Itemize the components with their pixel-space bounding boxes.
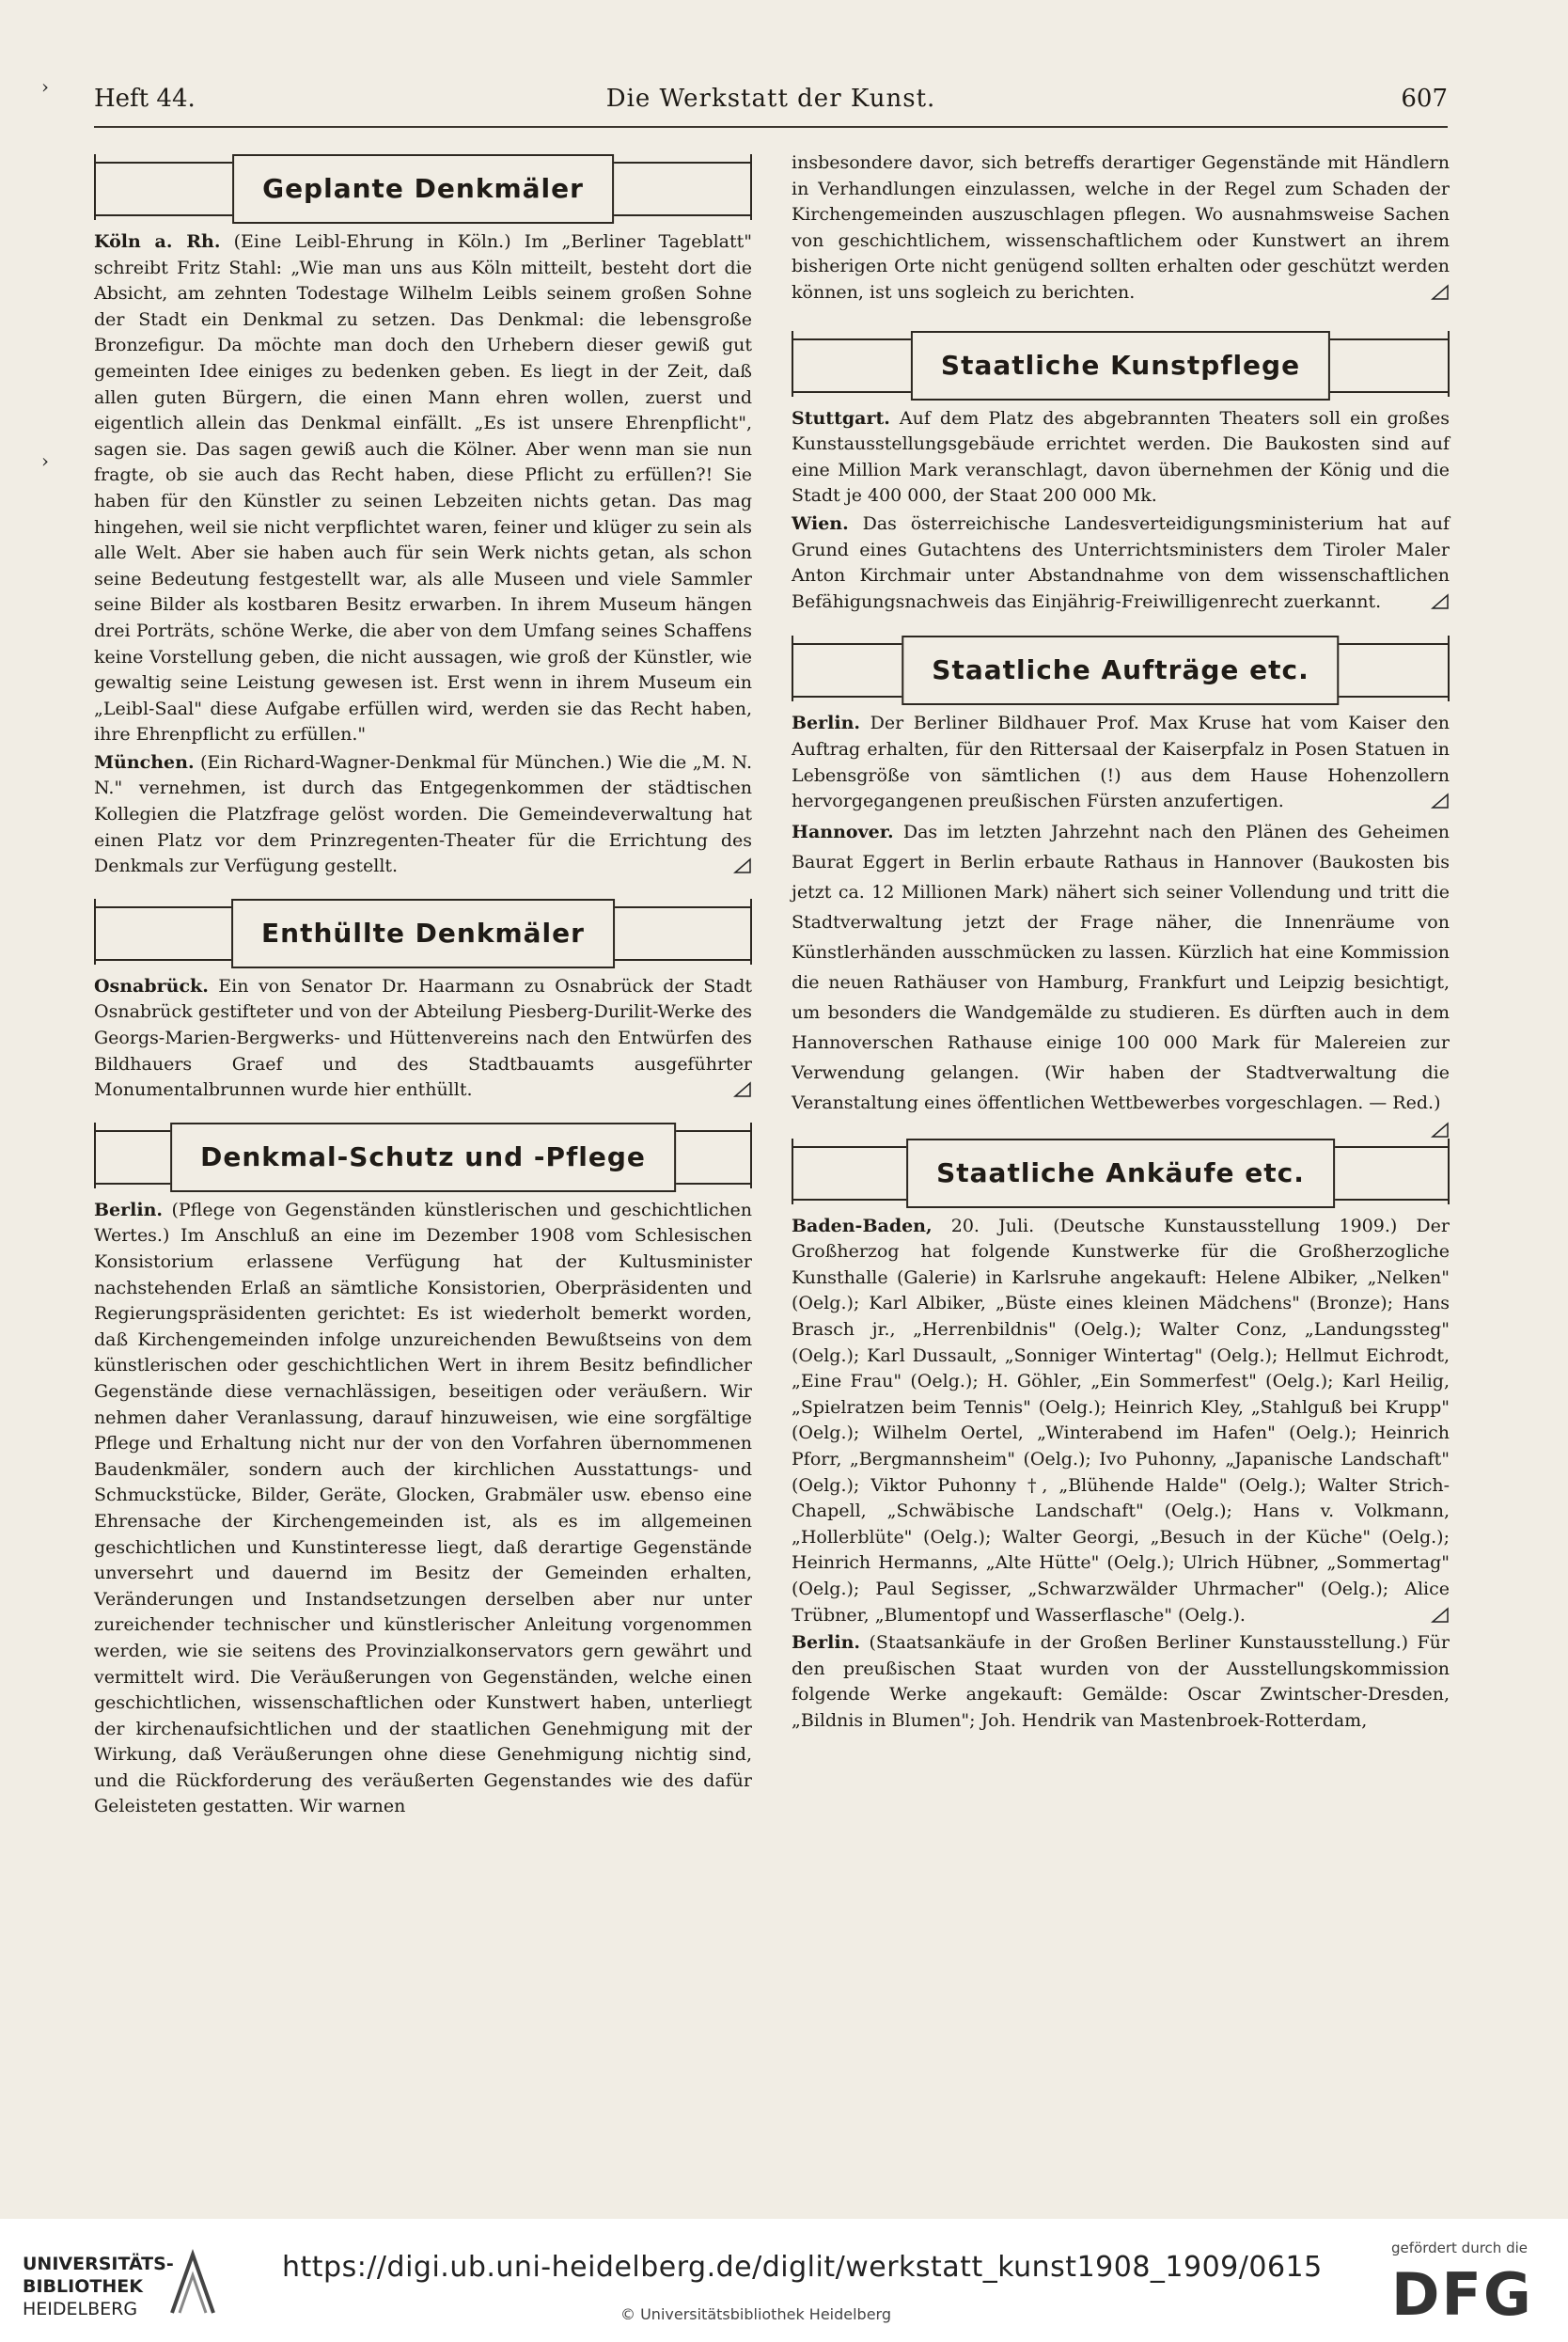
dfg-logo[interactable]: DFG — [1391, 2260, 1533, 2329]
library-name-line: UNIVERSITÄTS- — [23, 2254, 174, 2274]
viewer-footer — [0, 2219, 1568, 2342]
page-number: 607 — [1401, 85, 1448, 113]
place-name: Osnabrück. — [94, 975, 209, 997]
article-text: (Pflege von Gegenständen künstlerischen und geschichtlichen Wertes.) Im Anschluß an eine im Dezember 1908 vom Schlesischen Konsistorium erlassene Verfügung hat der Kultusminister nachstehenden Erlaß an sämtliche Konsistorien, Oberpräsidenten und Regierungspräsidenten gerichtet: Es ist wiederholt bemerkt worden, daß Kirchengemeinden infolge unzureichenden Bewußtseins von dem künstlerischen oder geschichtlichen Wert in ihrem Besitz befindlicher Gegenstände diese vernachlässigen, beseitigen oder veräußern. Wir nehmen daher Veranlassung, darauf hinzuweisen, wie eine sorgfältige Pflege und Erhaltung nicht nur der von den Vorfahren übernommenen Baudenkmäler, sondern auch der kirchlichen Ausstattungs- und Schmuckstücke, Bilder, Geräte, Glocken, Grabmäler usw. ebenso eine Ehrensache der Kirchengemeinden ist, als es im allgemeinen geschichtlichen und Kunstinteresse liegt, daß derartige Gegenstände unversehrt und dauernd im Besitz der Gemeinden erhalten, Veränderungen und Instandsetzungen derselben aber nur unter zureichender technischer und künstlerischer Anleitung vorgenommen werden, wie sie seitens des Provinzialkonservators gern gewährt und vermittelt wird. Die Veräußerungen von Gegenständen, welche einen geschichtlichen, wissenschaftlichen oder Kunstwert haben, unterliegt der kirchenaufsichtlichen und der staatlichen Genehmigung mit der Wirkung, daß Veräußerungen ohne diese Genehmigung nichtig sind, und die Rückforderung des veräußerten Gegenstandes wie des dafür Geleisteten gestatten. Wir warnen — [94, 1199, 752, 1817]
place-name: Stuttgart. — [792, 407, 890, 429]
section-title: Denkmal-Schutz und -Pflege — [170, 1123, 676, 1192]
place-name: Berlin. — [792, 1632, 861, 1654]
article-paragraph — [792, 711, 1450, 814]
article-paragraph — [792, 406, 1450, 510]
section-title: Staatliche Ankäufe etc. — [906, 1139, 1335, 1208]
funder-label: gefördert durch die — [1391, 2240, 1528, 2256]
article-text: (Staatsankäufe in der Großen Berliner Kunstausstellung.) Für den preußischen Staat wurden von der Ausstellungskommission folgende Werke angekauft: Gemälde: Oscar Zwintscher-Dresden, „Bildnis in Blumen"; Joh. Hendrik van Mastenbroek-Rotterdam, — [792, 1632, 1450, 1731]
article-paragraph — [94, 974, 752, 1104]
article-text: Der Berliner Bildhauer Prof. Max Kruse hat vom Kaiser den Auftrag erhalten, für den Rittersaal der Kaiserpfalz in Posen Statuen in Lebensgröße von sämtlichen (!) aus dem Hause Hohenzollern hervorgegangenen preußischen Fürsten anzufertigen. — [792, 713, 1450, 812]
end-mark-icon — [1431, 1607, 1450, 1624]
journal-title: Die Werkstatt der Kunst. — [605, 85, 936, 113]
place-name: Berlin. — [94, 1199, 164, 1220]
end-mark-icon — [1431, 1122, 1450, 1139]
margin-mark: › — [41, 449, 49, 472]
library-name-line: BIBLIOTHEK — [23, 2276, 143, 2297]
place-name: Berlin. — [792, 713, 861, 734]
article-paragraph — [94, 1198, 752, 1820]
place-name: Baden-Baden, — [792, 1215, 933, 1236]
article-paragraph — [792, 817, 1450, 1118]
permalink-url[interactable]: https://digi.ub.uni-heidelberg.de/diglit/werkstatt_kunst1908_1909/0615 — [282, 2251, 1323, 2284]
article-continuation — [792, 150, 1450, 307]
article-paragraph — [94, 750, 752, 880]
place-name: Köln a. Rh. — [94, 231, 221, 252]
article-text: Auf dem Platz des abgebrannten Theaters soll ein großes Kunstausstellungsgebäude errichtet werden. Die Baukosten sind auf eine Million Mark veranschlagt, davon übernehmen der König und die Stadt je 400 000, der Staat 200 000 Mk. — [792, 407, 1450, 507]
section-heading — [94, 906, 752, 961]
section-heading — [94, 1130, 752, 1185]
place-name: Hannover. — [792, 821, 894, 842]
article-text: Das im letzten Jahrzehnt nach den Plänen des Geheimen Baurat Eggert in Berlin erbaute Rathaus in Hannover (Baukosten bis jetzt ca. 12 Millionen Mark) nähert sich seiner Vollendung und tritt die Stadtverwaltung jetzt der Frage näher, die Innenräume von Künstlerhänden ausschmücken zu lassen. Kürzlich hat eine Kommission die neuen Rathäuser von Hamburg, Frankfurt und Leipzig besichtigt, um besonders die Wandgemälde zu studieren. Es dürften auch in dem Hannoverschen Rathause einige 100 000 Mark für Malereien zur Verwendung gelangen. (Wir haben der Stadtverwaltung die Veranstaltung eines öffentlichen Wettbewerbes vorgeschlagen. — Red.) — [792, 821, 1450, 1113]
library-logo-text[interactable] — [23, 2253, 174, 2320]
article-text: insbesondere davor, sich betreffs derartiger Gegenstände mit Händlern in Verhandlungen einzulassen, welche in der Regel zum Schaden der Kirchengemeinden auszuschlagen pflegen. Wo ausnahmsweise Sachen von geschichtlichem, wissenschaftlichem oder Kunstwert an ihrem bisherigen Orte nicht genügend sollten erhalten oder geschützt werden können, ist uns sogleich zu berichten. — [792, 152, 1450, 303]
section-heading — [94, 162, 752, 216]
article-paragraph — [94, 229, 752, 748]
article-paragraph — [792, 1214, 1450, 1629]
issue-number: Heft 44. — [94, 85, 196, 113]
copyright-notice: © Universitätsbibliothek Heidelberg — [620, 2305, 892, 2323]
end-mark-icon — [1431, 793, 1450, 809]
end-mark-icon — [1431, 593, 1450, 610]
end-mark-icon — [733, 1081, 752, 1098]
section-heading — [792, 643, 1450, 698]
margin-mark: › — [41, 75, 49, 98]
article-text: Ein von Senator Dr. Haarmann zu Osnabrück der Stadt Osnabrück gestifteter und von der Abteilung Piesberg-Durilit-Werke des Georgs-Marien-Bergwerks- und Hüttenvereins nach den Entwürfen des Bildhauers Graef und des Stadtbauamts ausgeführter Monumentalbrunnen wurde hier enthüllt. — [94, 975, 752, 1101]
section-title: Staatliche Kunstpflege — [911, 331, 1330, 401]
section-title: Geplante Denkmäler — [232, 154, 614, 224]
end-mark-icon — [1431, 284, 1450, 301]
article-paragraph — [792, 511, 1450, 615]
left-column — [94, 150, 752, 1822]
section-title: Enthüllte Denkmäler — [231, 899, 615, 968]
article-text: (Eine Leibl-Ehrung in Köln.) Im „Berliner Tageblatt" schreibt Fritz Stahl: „Wie man uns aus Köln mitteilt, besteht dort die Absicht, am zehnten Todestage Wilhelm Leibls seinem großen Sohne der Stadt ein Denkmal zu setzen. Das Denkmal: die lebensgroße Bronzefigur. Da möchte man doch den Urhebern dieser gewiß gut gemeinten Idee einiges zu bedenken geben. Es liegt in der Zeit, daß allen guten Bürgern, die einen Mann ehren wollen, zuerst und eigentlich allein das Denkmal einfällt. „Es ist unsere Ehrenpflicht", sagen sie. Das sagen gewiß auch die Kölner. Aber wenn man sie nun fragte, ob sie auch das Recht haben, diese Pflicht zu erfüllen?! Sie haben für den Künstler zu seinen Lebzeiten nichts getan. Das mag hingehen, weil sie nicht verpflichtet waren, feiner und klüger zu sein als alle Welt. Aber sie haben auch für sein Werk nichts getan, als schon seine Bedeutung festgestellt war, als alle Museen und viele Sammler seine Bilder als kostbaren Besitz erwarben. In ihrem Museum hängen drei Porträts, schöne Werke, die aber von dem Umfang seines Schaffens keine Vorstellung geben, die nicht aussagen, wie groß der Künstler, wie gewaltig seine Leistung gewesen ist. Erst wenn in ihrem Museum ein „Leibl-Saal" diese Aufgabe erfüllen wird, werden sie das Recht haben, ihre Ehrenpflicht zu erfüllen." — [94, 231, 752, 746]
section-title: Staatliche Aufträge etc. — [902, 636, 1339, 705]
right-column — [792, 150, 1450, 1737]
library-name-line: HEIDELBERG — [23, 2299, 138, 2319]
section-heading — [792, 338, 1450, 393]
article-text: Das österreichische Landesverteidigungsministerium hat auf Grund eines Gutachtens des Unterrichtsministers dem Tiroler Maler Anton Kirchmair unter Abstandnahme von dem wissenschaftlichen Befähigungsnachweis das Einjährig-Freiwilligenrecht zuerkannt. — [792, 512, 1450, 612]
place-name: München. — [94, 751, 195, 773]
section-heading — [792, 1146, 1450, 1201]
end-mark-icon — [733, 857, 752, 874]
article-text: 20. Juli. (Deutsche Kunstausstellung 1909.) Der Großherzog hat folgende Kunstwerke für die Großherzogliche Kunsthalle (Galerie) in Karlsruhe angekauft: Helene Albiker, „Nelken" (Oelg.); Karl Albiker, „Büste eines kleinen Mädchens" (Bronze); Hans Brasch jr., „Herrenbildnis" (Oelg.); Walter Conz, „Landungssteg" (Oelg.); Karl Dussault, „Sonniger Wintertag" (Oelg.); Hellmut Eichrodt, „Eine Frau" (Oelg.); H. Göhler, „Ein Sommerfest" (Oelg.); Karl Heilig, „Spielratzen beim Tennis" (Oelg.); Heinrich Kley, „Stahlguß bei Krupp" (Oelg.); Wilhelm Oertel, „Winterabend im Hafen" (Oelg.); Heinrich Pforr, „Bergmannsheim" (Oelg.); Ivo Puhonny, „Japanische Landschaft" (Oelg.); Viktor Puhonny †, „Blühende Halde" (Oelg.); Walter Strich-Chapell, „Schwäbische Landschaft" (Oelg.); Hans v. Volkmann, „Hollerblüte" (Oelg.); Walter Georgi, „Besuch in der Küche" (Oelg.); Heinrich Hermanns, „Alte Hütte" (Oelg.); Ulrich Hübner, „Sommertag" (Oelg.); Paul Segisser, „Schwarzwälder Uhrmacher" (Oelg.); Alice Trübner, „Blumentopf und Wasserflasche" (Oelg.). — [792, 1215, 1450, 1626]
place-name: Wien. — [792, 512, 849, 534]
article-text: (Ein Richard-Wagner-Denkmal für München.) Wie die „M. N. N." vernehmen, ist durch das Entgegenkommen der städtischen Kollegien die Platzfrage gelöst worden. Die Gemeindeverwaltung hat einen Platz vor dem Prinzregenten-Theater für die Errichtung des Denkmals zur Verfügung gestellt. — [94, 751, 752, 877]
article-paragraph — [792, 1630, 1450, 1734]
library-seal-icon — [165, 2247, 221, 2322]
running-header — [94, 81, 1448, 128]
